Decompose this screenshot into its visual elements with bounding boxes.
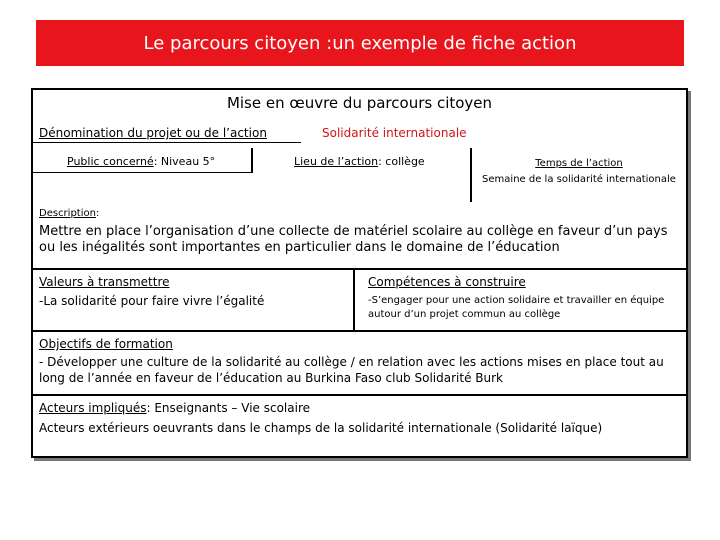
time-field <box>473 156 685 188</box>
divider-public <box>251 148 253 172</box>
place-field <box>294 155 425 168</box>
actors-value: : Enseignants – Vie scolaire <box>146 401 310 415</box>
project-name-label: Dénomination du projet ou de l’action <box>39 126 267 140</box>
values-label: Valeurs à transmettre <box>39 275 170 289</box>
time-label: Temps de l’action <box>535 158 623 169</box>
public-label: Public concerné <box>67 155 154 168</box>
divider-skills <box>33 330 686 332</box>
actors-field <box>39 401 310 415</box>
title-banner <box>36 20 684 66</box>
description-colon: : <box>95 208 100 219</box>
place-label: Lieu de l’action <box>294 155 379 168</box>
actors-label: Acteurs impliqués <box>39 401 147 415</box>
description-text: Mettre en place l’organisation d’une collecte de matériel scolaire au collège en faveur d’un pays ou les inégalités sont importantes en particulier dans le domaine de l’éducation <box>39 224 668 255</box>
sheet-heading: Mise en œuvre du parcours citoyen <box>226 94 493 112</box>
action-sheet <box>31 88 688 458</box>
public-field <box>67 155 215 168</box>
divider-description <box>33 268 686 270</box>
place-value: : collège <box>378 155 425 168</box>
public-value: : Niveau 5° <box>153 155 216 168</box>
project-name-value: Solidarité internationale <box>322 126 467 140</box>
divider-values <box>353 268 355 330</box>
banner-title: Le parcours citoyen :un exemple de fiche action <box>143 32 577 54</box>
description-label: Description <box>39 208 96 219</box>
skills-label: Compétences à construire <box>368 275 526 289</box>
objectives-label: Objectifs de formation <box>39 337 173 351</box>
objectives-text: - Développer une culture de la solidarité au collège / en relation avec les actions mises en place tout au long de l’année en faveur de l’éducation au Burkina Faso club Solidarité Burk <box>39 355 664 385</box>
actors-external: Acteurs extérieurs oeuvrants dans le champs de la solidarité internationale (Solidarité laïque) <box>39 421 603 435</box>
project-name-underline <box>33 142 301 143</box>
skills-text: -S’engager pour une action solidaire et travailler en équipe autour d’un projet commun au collège <box>368 295 665 320</box>
public-underline <box>33 172 253 173</box>
values-text: -La solidarité pour faire vivre l’égalité <box>39 294 265 308</box>
description-heading <box>39 208 99 219</box>
divider-objectives <box>33 394 686 396</box>
time-value: Semaine de la solidarité internationale <box>482 174 676 185</box>
divider-time <box>470 148 472 202</box>
